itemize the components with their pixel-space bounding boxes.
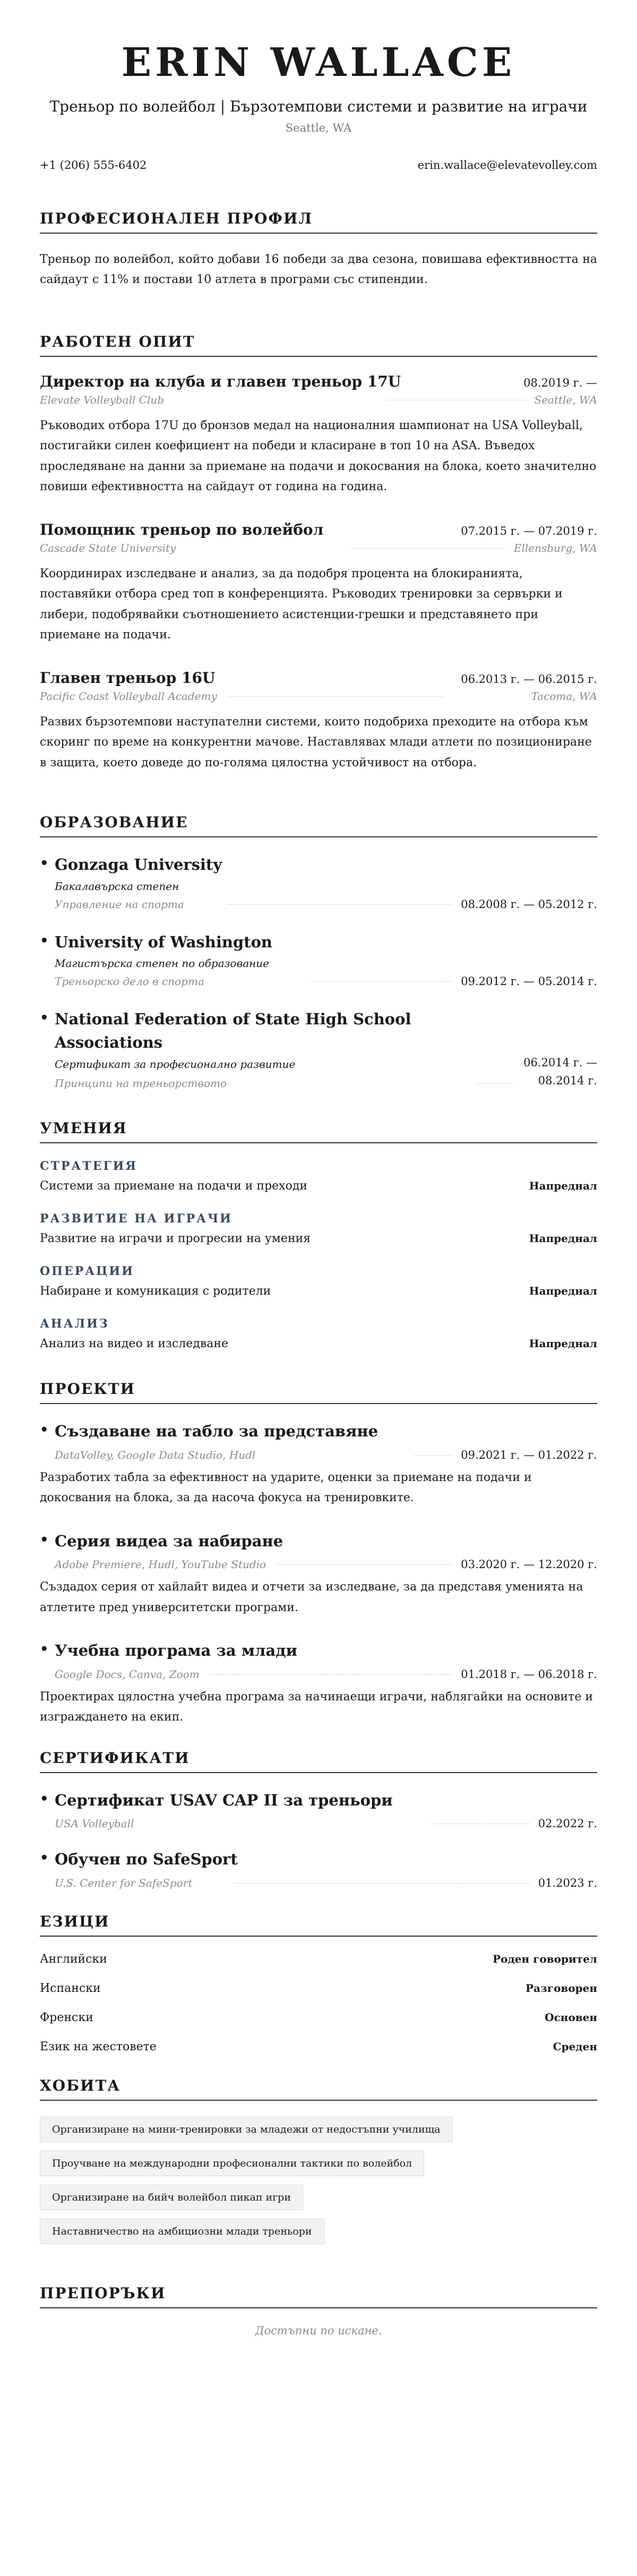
- job-location: Seattle, WA: [534, 393, 597, 406]
- skill-level: Напреднал: [529, 1285, 597, 1298]
- leader-line: [476, 1083, 513, 1084]
- skill-group: [40, 1212, 597, 1245]
- section-title-education: ОБРАЗОВАНИЕ: [40, 814, 597, 837]
- school-name: Gonzaga University: [55, 855, 222, 874]
- bullet-dot: •: [40, 1641, 49, 1658]
- skill-category: ОПЕРАЦИИ: [40, 1264, 134, 1279]
- language-row: [40, 2011, 597, 2024]
- profile-text: Треньор по волейбол, който добави 16 победи за два сезона, повишава ефективността на сайдаут с 11% и постави 10 атлета в програми със стипендии.: [40, 252, 597, 287]
- candidate-name: ERIN WALLACE: [121, 40, 516, 85]
- job-title: Директор на клуба и главен треньор 17U: [40, 372, 401, 390]
- bullet-dot: •: [40, 1422, 49, 1439]
- job-description: Координирах изследване и анализ, за да подобря процента на блокиранията, поставяйки отбора сред топ в конференцията. Ръководих тренировки за сервърки и либери, подобрявайки съотношението асистенции-грешки и представянето при приемане на подачи.: [40, 567, 563, 642]
- skill-group: [40, 1159, 597, 1193]
- leader-line: [431, 1823, 529, 1824]
- degree: Магистърска степен по образование: [55, 957, 270, 970]
- field-of-study: Управление на спорта: [55, 897, 184, 911]
- job-entry: [40, 521, 597, 646]
- skill-level: Напреднал: [529, 1337, 597, 1350]
- section-title-languages: ЕЗИЦИ: [40, 1913, 597, 1937]
- language-row: [40, 1982, 597, 1995]
- candidate-headline: Треньор по волейбол | Бързотемпови системи и развитие на играчи: [49, 97, 588, 115]
- certificate-date: 01.2023 г.: [538, 1876, 597, 1889]
- language-level: Среден: [553, 2040, 597, 2053]
- bullet-dot: •: [40, 1010, 49, 1026]
- certificate-entry: [40, 1848, 597, 1889]
- phone-number[interactable]: +1 (206) 555-6402: [40, 158, 147, 172]
- leader-line: [351, 547, 505, 549]
- hobby-tag: Проучване на международни професионални тактики по волейбол: [40, 2151, 424, 2176]
- project-entry: [40, 1639, 597, 1728]
- hobby-tag: Организиране на мини-тренировки за младежи от недостъпни училища: [40, 2117, 453, 2142]
- language-row: [40, 2040, 597, 2053]
- education-entry: [40, 853, 597, 911]
- project-tools: DataVolley, Google Data Studio, Hudl: [55, 1448, 256, 1461]
- job-organization: Pacific Coast Volleyball Academy: [40, 689, 217, 703]
- leader-line: [228, 696, 443, 697]
- language-level: Роден говорител: [493, 1952, 597, 1965]
- degree: Бакалавърска степен: [55, 879, 179, 893]
- job-organization: Cascade State University: [40, 541, 176, 554]
- projects-section: [40, 1380, 597, 1728]
- skill-category: РАЗВИТИЕ НА ИГРАЧИ: [40, 1212, 233, 1226]
- project-name: Създаване на табло за представяне: [55, 1422, 378, 1441]
- languages-section: [40, 1913, 597, 2053]
- job-entry: [40, 669, 597, 774]
- skill-category: СТРАТЕГИЯ: [40, 1159, 137, 1174]
- bullet-dot: •: [40, 1850, 49, 1867]
- certificate-issuer: U.S. Center for SafeSport: [55, 1876, 193, 1889]
- bullet-dot: •: [40, 932, 49, 949]
- project-tools: Google Docs, Canva, Zoom: [55, 1667, 200, 1681]
- skill-name: Развитие на играчи и прогресии на умения: [40, 1232, 311, 1246]
- leader-line: [227, 904, 452, 905]
- job-description: Ръководих отбора 17U до бронзов медал на националния шампионат на USA Volleyball, постигайки силен коефициент на победи и класиране в топ 10 на ASA. Въведох проследяване на данни за приемане на подачи и докосвания на блока, което значително повиши ефективността на сайдаут от година на година.: [40, 418, 597, 494]
- job-dates: 07.2015 г. — 07.2019 г.: [461, 524, 597, 537]
- job-location: Ellensburg, WA: [513, 541, 597, 554]
- language-level: Основен: [545, 2010, 597, 2024]
- section-title-references: ПРЕПОРЪКИ: [40, 2284, 597, 2308]
- certificate-issuer: USA Volleyball: [55, 1817, 134, 1830]
- certificate-name: Обучен по SafeSport: [55, 1850, 238, 1869]
- references-text: Достъпни по искане.: [255, 2324, 382, 2337]
- references-section: [40, 2284, 597, 2337]
- skill-level: Напреднал: [529, 1179, 597, 1193]
- experience-section: [40, 333, 597, 774]
- education-dates: [523, 1054, 597, 1090]
- project-description: Разработих табла за ефективност на ударите, оценки за приемане на подачи и докосвания на блока, за да насоча фокуса на тренировките.: [40, 1470, 532, 1505]
- section-title-hobbies: ХОБИТА: [40, 2077, 597, 2101]
- school-name-line-2: Associations: [55, 1033, 163, 1051]
- certificate-name: Сертификат USAV CAP II за треньори: [55, 1791, 393, 1809]
- project-entry: [40, 1530, 597, 1619]
- certificate-entry: [40, 1789, 597, 1830]
- project-description: Проектирах цялостна учебна програма за начинаещи играчи, наблягайки на основите и изграждането на екип.: [40, 1690, 593, 1724]
- language-row: [40, 1953, 597, 1966]
- language-name: Език на жестовете: [40, 2040, 157, 2053]
- job-entry: [40, 373, 597, 498]
- hobbies-section: [40, 2077, 597, 2253]
- job-description: Развих бързотемпови наступателни системи, които подобриха преходите на отбора към скоринг по време на конкурентни мачове. Наставлявах млади атлети по позициониране в защита, което доведе до по-голяма цялостна устойчивост на отбора.: [40, 715, 592, 769]
- candidate-location: Seattle, WA: [285, 121, 352, 134]
- language-name: Английски: [40, 1952, 107, 1966]
- skill-name: Системи за приемане на подачи и преходи: [40, 1179, 308, 1193]
- language-name: Френски: [40, 2010, 93, 2024]
- skill-group: [40, 1264, 597, 1298]
- school-name: University of Washington: [55, 932, 273, 951]
- job-title: Помощник треньор по волейбол: [40, 520, 324, 538]
- school-name-line-1: National Federation of State High School: [55, 1010, 411, 1029]
- degree: Сертификат за професионално развитие: [55, 1058, 296, 1071]
- field-of-study: Треньорско дело в спорта: [55, 975, 204, 988]
- job-dates: 08.2019 г. —: [523, 376, 597, 389]
- job-location: Tacoma, WA: [531, 689, 597, 703]
- leader-line: [387, 399, 526, 400]
- project-dates: 03.2020 г. — 12.2020 г.: [461, 1558, 597, 1571]
- project-name: Учебна програма за млади: [55, 1641, 298, 1660]
- skill-group: [40, 1317, 597, 1350]
- education-section: [40, 814, 597, 1090]
- section-title-skills: УМЕНИЯ: [40, 1119, 597, 1143]
- language-level: Разговорен: [526, 1981, 597, 1995]
- hobby-tag: Организиране на бийч волейбол пикап игри: [40, 2185, 303, 2210]
- education-entry: [40, 1008, 597, 1090]
- skill-category: АНАЛИЗ: [40, 1317, 109, 1331]
- skill-level: Напреднал: [529, 1232, 597, 1245]
- certificates-section: [40, 1749, 597, 1889]
- education-dates-end: 08.2014 г.: [538, 1074, 597, 1087]
- hobby-tag: Наставничество на амбициозни млади треньори: [40, 2219, 324, 2244]
- leader-line: [415, 1454, 452, 1456]
- bullet-dot: •: [40, 855, 49, 872]
- leader-line: [277, 1564, 452, 1565]
- skill-name: Набиране и комуникация с родители: [40, 1285, 271, 1298]
- section-title-projects: ПРОЕКТИ: [40, 1380, 597, 1404]
- skill-name: Анализ на видео и изследване: [40, 1337, 229, 1351]
- job-dates: 06.2013 г. — 06.2015 г.: [461, 672, 597, 686]
- contact-row: [40, 159, 597, 172]
- job-organization: Elevate Volleyball Club: [40, 393, 165, 406]
- project-name: Серия видеа за набиране: [55, 1531, 283, 1550]
- job-title: Главен треньор 16U: [40, 669, 216, 687]
- bullet-dot: •: [40, 1791, 49, 1807]
- section-title-profile: ПРОФЕСИОНАЛЕН ПРОФИЛ: [40, 210, 597, 234]
- section-title-certificates: СЕРТИФИКАТИ: [40, 1749, 597, 1773]
- education-dates: 08.2008 г. — 05.2012 г.: [461, 897, 597, 911]
- leader-line: [235, 1882, 530, 1884]
- language-name: Испански: [40, 1981, 101, 1995]
- field-of-study: Принципи на треньорството: [55, 1077, 227, 1090]
- education-dates: 09.2012 г. — 05.2014 г.: [461, 975, 597, 988]
- project-dates: 01.2018 г. — 06.2018 г.: [461, 1667, 597, 1681]
- bullet-dot: •: [40, 1531, 49, 1548]
- skills-section: [40, 1119, 597, 1350]
- project-dates: 09.2021 г. — 01.2022 г.: [461, 1448, 597, 1461]
- email-address[interactable]: erin.wallace@elevatevolley.com: [417, 158, 597, 172]
- profile-section: [40, 210, 597, 290]
- leader-line: [311, 981, 452, 982]
- project-entry: [40, 1420, 597, 1509]
- education-dates-start: 06.2014 г. —: [523, 1056, 597, 1069]
- leader-line: [210, 1674, 453, 1675]
- section-title-experience: РАБОТЕН ОПИТ: [40, 333, 597, 357]
- education-entry: [40, 931, 597, 988]
- school-name: [55, 1008, 597, 1054]
- project-tools: Adobe Premiere, Hudl, YouTube Studio: [55, 1558, 266, 1571]
- certificate-date: 02.2022 г.: [538, 1817, 597, 1830]
- project-description: Създадох серия от хайлайт видеа и отчети за изследване, за да представя уменията на атлетите пред университетски програми.: [40, 1580, 583, 1614]
